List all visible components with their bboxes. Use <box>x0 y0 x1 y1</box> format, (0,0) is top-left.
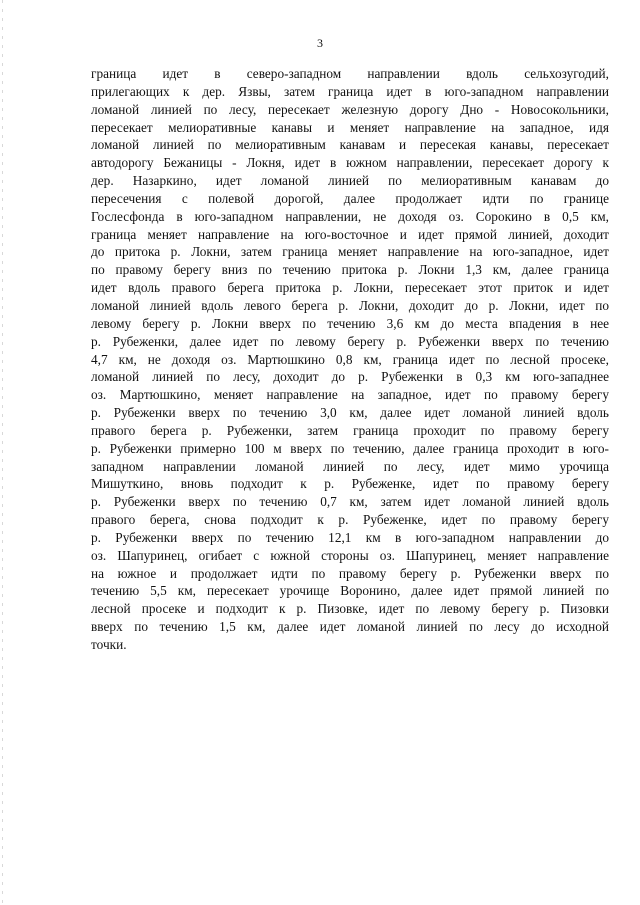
text-line: вверх по течению 1,5 км, далее идет ломаной линией по лесу до исходной <box>91 619 609 635</box>
text-line: р. Рубеженки примерно 100 м вверх по течению, далее граница проходит в юго- <box>91 440 609 456</box>
text-line: дер. Назаркино, идет ломаной линией по мелиоративным канавам до <box>91 173 609 189</box>
text-line: Гослесфонда в юго-западном направлении, не доходя оз. Сорокино в 0,5 км, <box>91 208 609 224</box>
text-line: на южное и продолжает идти по правому берегу р. Рубеженки вверх по <box>91 565 609 581</box>
text-line: лесной просеке и подходит к р. Пизовке, идет по левому берегу р. Пизовки <box>91 601 609 617</box>
text-line: течению 5,5 км, пересекает урочище Воронино, далее идет прямой линией по <box>91 583 609 599</box>
text-line: оз. Мартюшкино, меняет направление на западное, идет по правому берегу <box>91 387 609 403</box>
body-text <box>91 65 609 654</box>
page-number: 3 <box>317 36 323 50</box>
text-line: до притока р. Локни, затем граница меняет направление на юго-западное, идет <box>91 244 609 260</box>
text-line: по правому берегу вниз по течению притока р. Локни 1,3 км, далее граница <box>91 262 609 278</box>
text-line: р. Рубеженки вверх по течению 12,1 км в юго-западном направлении до <box>91 529 609 545</box>
text-line: автодорогу Бежаницы - Локня, идет в южном направлении, пересекает дорогу к <box>91 155 609 171</box>
text-line: ломаной линией вдоль левого берега р. Локни, доходит до р. Локни, идет по <box>91 297 609 313</box>
text-line: ломаной линией по лесу, доходит до р. Рубеженки в 0,3 км юго-западнее <box>91 369 609 385</box>
text-line: западном направлении ломаной линией по лесу, идет мимо урочища <box>91 458 609 474</box>
text-line: ломаной линией по лесу, пересекает железную дорогу Дно - Новосокольники, <box>91 101 609 117</box>
scan-edge <box>2 0 3 905</box>
text-line: правого берега, снова подходит к р. Рубеженке, идет по правому берегу <box>91 512 609 528</box>
text-line: граница меняет направление на юго-восточное и идет прямой линией, доходит <box>91 226 609 242</box>
text-line: р. Рубеженки вверх по течению 3,0 км, далее идет ломаной линией вдоль <box>91 405 609 421</box>
text-line: оз. Шапуринец, огибает с южной стороны оз. Шапуринец, меняет направление <box>91 547 609 563</box>
text-line: точки. <box>91 637 127 652</box>
text-line: ломаной линией по мелиоративным канавам и пересекая канавы, пересекает <box>91 137 609 153</box>
text-line: идет вдоль правого берега притока р. Локни, пересекает этот приток и идет <box>91 280 609 296</box>
text-line: граница идет в северо-западном направлении вдоль сельхозугодий, <box>91 66 609 81</box>
text-line: р. Рубеженки, далее идет по левому берегу р. Рубеженки вверх по течению <box>91 333 609 349</box>
text-line: прилегающих к дер. Язвы, затем граница идет в юго-западном направлении <box>91 83 609 99</box>
text-line: пересечения с полевой дорогой, далее продолжает идти по границе <box>91 190 609 206</box>
text-line: 4,7 км, не доходя оз. Мартюшкино 0,8 км, граница идет по лесной просеке, <box>91 351 609 367</box>
text-line: левому берегу р. Локни вверх по течению 3,6 км до места впадения в нее <box>91 315 609 331</box>
text-line: пересекает мелиоративные канавы и меняет направление на западное, идя <box>91 119 609 135</box>
text-line: р. Рубеженки вверх по течению 0,7 км, затем идет ломаной линией вдоль <box>91 494 609 510</box>
text-line: Мишуткино, вновь подходит к р. Рубеженке, идет по правому берегу <box>91 476 609 492</box>
text-line: правого берега р. Рубеженки, затем граница проходит по правому берегу <box>91 422 609 438</box>
